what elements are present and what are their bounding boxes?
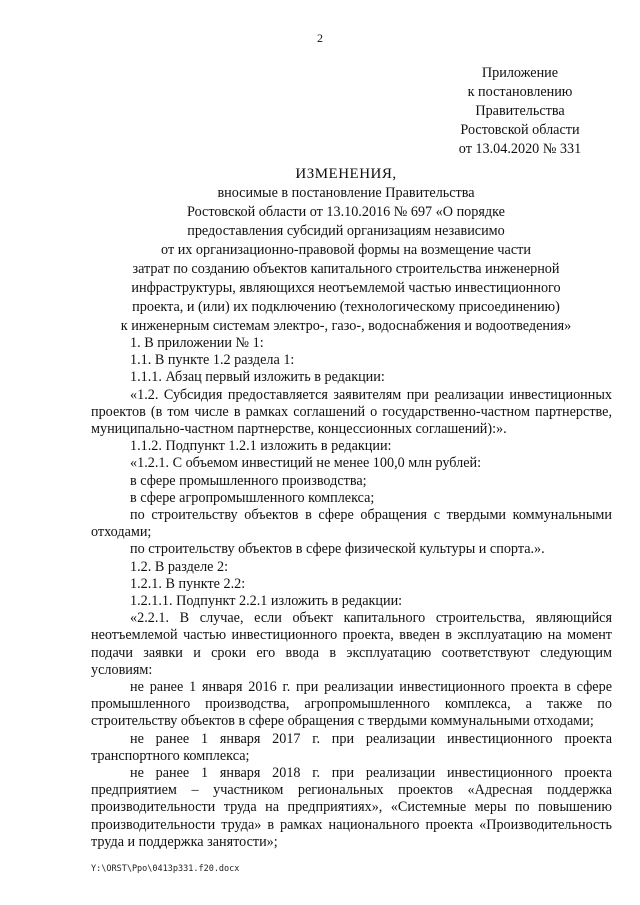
document-title: [78, 165, 614, 336]
title-line: предоставления субсидий организациям независимо: [187, 223, 505, 239]
paragraph: не ранее 1 января 2016 г. при реализации инвестиционного проекта в сфере промышленного производства, агропромышленного комплекса, а также по строительству объектов в сфере обращения с твердыми коммунальными отходами;: [91, 679, 612, 730]
paragraph: «2.2.1. В случае, если объект капитального строительства, являющийся неотъемлемой частью инвестиционного проекта, введен в эксплуатацию на момент подачи заявки и сроки его ввода в эксплуатацию соответствуют следующим условиям:: [91, 610, 612, 678]
paragraph: 1.2. В разделе 2:: [130, 558, 229, 575]
appendix-line: от 13.04.2020 № 331: [458, 141, 582, 157]
title-line: к инженерным системам электро-, газо-, водоснабжения и водоотведения»: [120, 318, 572, 334]
appendix-line: Ростовской области: [460, 122, 580, 138]
title-line: от их организационно-правовой формы на возмещение части: [161, 242, 531, 258]
title-heading: ИЗМЕНЕНИЯ,: [295, 166, 397, 182]
appendix-line: к постановлению: [467, 84, 573, 100]
document-body: [91, 335, 612, 851]
title-line: инфраструктуры, являющихся неотъемлемой частью инвестиционного: [131, 280, 561, 296]
paragraph: не ранее 1 января 2018 г. при реализации инвестиционного проекта предприятием – участником региональных проектов «Адресная поддержка производительности труда на предприятиях», «Системные меры по повышению производительности труда» в рамках национального проекта «Производительность труда и поддержка занятости»;: [91, 765, 612, 850]
paragraph: не ранее 1 января 2017 г. при реализации инвестиционного проекта транспортного комплекса;: [91, 730, 612, 764]
paragraph: по строительству объектов в сфере обращения с твердыми коммунальными отходами;: [91, 507, 612, 541]
title-line: проекта, и (или) их подключению (технологическому присоединению): [132, 299, 560, 315]
paragraph: «1.2. Субсидия предоставляется заявителям при реализации инвестиционных проектов (в том числе в рамках соглашений о государственно-частном партнерстве, муниципально-частном партнерстве, концессионных соглашений):».: [91, 386, 612, 438]
appendix-line: Приложение: [481, 65, 559, 81]
paragraph: в сфере промышленного производства;: [130, 472, 367, 489]
file-path-footer: Y:\ORST\Ppo\0413p331.f20.docx: [91, 864, 240, 874]
title-line: Ростовской области от 13.10.2016 № 697 «О порядке: [187, 204, 505, 220]
appendix-line: Правительства: [475, 103, 565, 119]
paragraph: «1.2.1. С объемом инвестиций не менее 100,0 млн рублей:: [130, 455, 482, 472]
paragraph: по строительству объектов в сфере физической культуры и спорта.».: [130, 541, 545, 558]
title-line: вносимые в постановление Правительства: [217, 185, 475, 201]
paragraph: в сфере агропромышленного комплекса;: [130, 489, 375, 506]
paragraph: 1.2.1. В пункте 2.2:: [130, 575, 246, 592]
paragraph: 1.1. В пункте 1.2 раздела 1:: [130, 352, 295, 369]
paragraph: 1.2.1.1. Подпункт 2.2.1 изложить в редакции:: [130, 593, 403, 610]
title-line: затрат по созданию объектов капитального строительства инженерной: [132, 261, 560, 277]
appendix-block: [430, 64, 610, 159]
page-number: 2: [317, 31, 323, 45]
paragraph: 1.1.1. Абзац первый изложить в редакции:: [130, 369, 385, 386]
paragraph: 1.1.2. Подпункт 1.2.1 изложить в редакции:: [130, 438, 392, 455]
paragraph: 1. В приложении № 1:: [130, 335, 264, 351]
